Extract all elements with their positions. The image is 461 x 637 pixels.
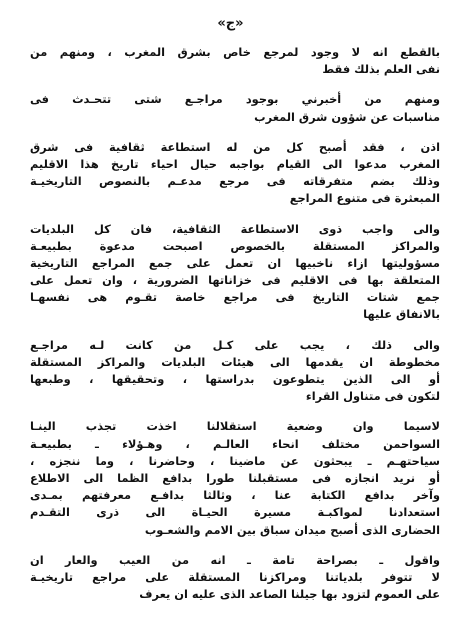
text-line: نفى العلم بذلك فقط: [322, 62, 440, 77]
text-line: والى واجب ذوى الاستطاعة الثقافية، فان كل البلديات: [30, 221, 440, 236]
text-line: لا تتوفر بلدياتنا ومراكزنا المستقلة على مراجع تاريخيـة: [30, 569, 440, 584]
paragraph: [30, 221, 440, 324]
text-line: المغرب مدعوا الى القيام بواجبه حيال احياء تاريخ هذا الاقليم: [30, 156, 440, 171]
text-line: لاسيما وان وضعية استقلالنا اخذت تجذب الينـا: [30, 419, 440, 434]
text-line: بالقطع انه لا وجود لمرجع خاص بشرق المغرب ، ومنهم من: [30, 45, 440, 59]
text-line: أو نريد انجازه فى مستقبلنا طورا بدافع الظما الى الاطلاع: [30, 470, 440, 485]
paragraph: [30, 337, 440, 406]
text-line: والى ذلك ، يجب على كـل من كانت لـه مراجـع: [30, 337, 440, 352]
paragraph: [30, 139, 440, 208]
text-line: أو الى الذين يتطوعون بدراستها ، وتحقيقها ، وطبعها: [30, 372, 440, 386]
paragraph: [30, 552, 440, 604]
text-line: والمراكز المستقلة بالخصوص اصبحت مدعوة بطبيعـة: [30, 238, 440, 253]
text-line: على العموم لتزود بها جيلنا الصاعد الذى عليه ان يعرف: [139, 587, 440, 602]
text-line: المتعلقة بها فى الاقليم فى خزاناتها الضرورية ، وان تعمل على: [30, 273, 440, 288]
text-line: اذن ، فقد أصبح كل من له استطاعة ثقافية فى شرق: [30, 139, 440, 154]
paragraph: [30, 418, 440, 538]
text-line: مسؤوليتها ازاء ناخبيها ان تعمل على جمع المراجع التاريخية: [30, 255, 440, 270]
text-line: سياحتهـم ـ يبحثون عن ماضينا ، وحاضرنا ، وما ننجزه ،: [30, 453, 440, 468]
text-line: السواحمن مختلف انحاء العالـم ، وهـؤلاء ـ بطبيعـة: [30, 436, 440, 451]
page-number: «ج»: [217, 16, 244, 31]
text-line: وآخر بدافع الكتابة عنا ، وثالثا بدافـع معرفتهم بمـدى: [30, 488, 440, 503]
text-line: استعدادنا لمواكبـة مسيرة الحيـاة الى ذرى التقـدم: [30, 505, 440, 520]
text-line: المبعثرة فى متنوع المراجع: [289, 191, 440, 206]
text-line: وذلك بضم متفرقاته فى مرجع مدعـم بالنصوص التاريخيـة: [30, 174, 440, 189]
body-text: [30, 44, 440, 616]
text-line: الحضارى الذى أصبح ميدان سباق بين الامم والشعـوب: [144, 522, 440, 537]
text-line: بالانفاق عليها: [363, 307, 440, 322]
paragraph: [30, 44, 440, 78]
paragraph: [30, 91, 440, 125]
text-line: مناسبات عن شؤون شرق المغرب: [254, 109, 440, 124]
text-line: واقول ـ بصراحة تامة ـ انه من العيب والعار ان: [30, 552, 440, 567]
text-line: جمع شتات التاريخ فى مراجع خاصة تقـوم هى نفسهـا: [30, 290, 440, 305]
text-line: ومنهم من أخبرني بوجود مراجـع شتى تتحـدث فى: [30, 92, 440, 107]
text-line: مخطوطة ان يقدمها الى هيئات البلديات والمراكز المستقلة: [30, 354, 440, 369]
text-line: لتكون فى متناول القراء: [305, 389, 440, 404]
